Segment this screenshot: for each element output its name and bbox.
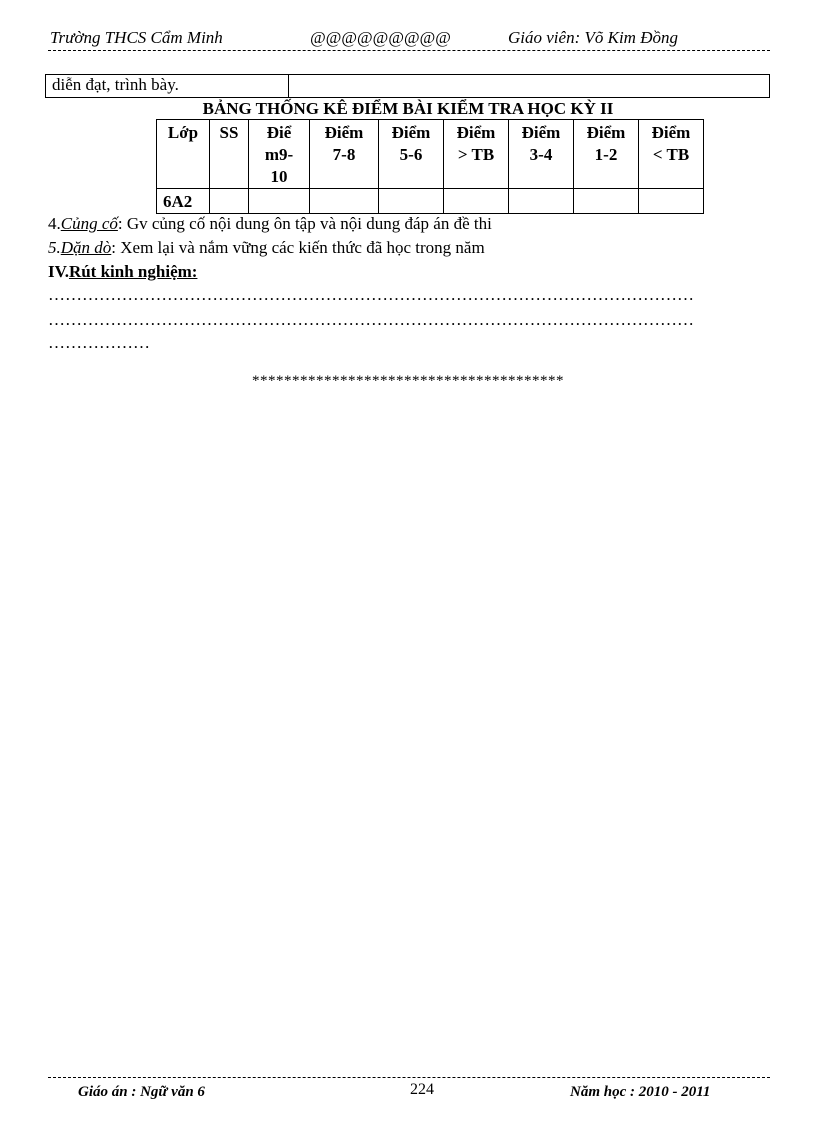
table-header-cell — [249, 120, 310, 189]
header-line: Điể — [266, 123, 292, 142]
table-header-row — [157, 120, 704, 189]
header-line: Điểm — [391, 123, 431, 142]
table-header-cell — [574, 120, 639, 189]
footer-divider — [48, 1077, 770, 1078]
dotted-line: ……………… — [48, 333, 150, 352]
table-cell — [509, 189, 574, 214]
section-number: IV. — [48, 262, 69, 281]
dotted-line: …………………………………………………………………………………………………… — [48, 310, 694, 329]
section-title: Rút kinh nghiệm: — [68, 262, 198, 281]
header-school: Trường THCS Cẩm Minh — [50, 28, 223, 47]
table-header-cell — [310, 120, 379, 189]
table-cell — [379, 189, 444, 214]
header-line: 7-8 — [332, 145, 356, 164]
criteria-cell: diễn đạt, trình bày. — [46, 75, 289, 98]
table-header-cell — [444, 120, 509, 189]
table-header-cell — [157, 120, 210, 189]
table-cell — [639, 189, 704, 214]
page-number: 224 — [410, 1081, 434, 1098]
header-line: Điểm — [586, 123, 626, 142]
item-number: 4. — [48, 214, 61, 233]
criteria-empty-cell — [289, 75, 770, 98]
header-line: 3-4 — [529, 145, 553, 164]
dotted-line: …………………………………………………………………………………………………… — [48, 285, 694, 304]
end-separator: *************************************** — [252, 373, 564, 389]
table-cell — [310, 189, 379, 214]
header-line: Điểm — [456, 123, 496, 142]
header-line: m9- — [264, 145, 294, 164]
item-label: Dặn dò — [60, 238, 112, 257]
table-header-cell — [509, 120, 574, 189]
header-divider — [48, 50, 770, 51]
table-cell — [210, 189, 249, 214]
table-header-cell — [210, 120, 249, 189]
table-cell — [444, 189, 509, 214]
item-text: : Gv củng cố nội dung ôn tập và nội dung đáp án đề thi — [117, 214, 492, 233]
table-row — [157, 189, 704, 214]
item-number: 5. — [48, 238, 61, 257]
header-line: > TB — [457, 145, 495, 164]
header-line: 5-6 — [399, 145, 423, 164]
class-cell: 6A2 — [157, 189, 210, 214]
header-line: Lớp — [167, 123, 199, 142]
header-line: 10 — [270, 167, 288, 186]
header-line: SS — [219, 123, 239, 142]
stats-title: BẢNG THỐNG KÊ ĐIỂM BÀI KIỂM TRA HỌC KỲ II — [202, 99, 614, 118]
header-line: 1-2 — [594, 145, 618, 164]
header-line: Điểm — [521, 123, 561, 142]
header-teacher: Giáo viên: Võ Kim Đồng — [508, 28, 678, 47]
table-header-cell — [639, 120, 704, 189]
header-line: Điểm — [324, 123, 364, 142]
header-line: Điểm — [651, 123, 691, 142]
table-cell — [574, 189, 639, 214]
footer-school-year: Năm học : 2010 - 2011 — [570, 1084, 711, 1100]
item-dan-do — [48, 238, 485, 258]
score-stats-table — [156, 119, 704, 214]
header-line: < TB — [652, 145, 690, 164]
table-header-cell — [379, 120, 444, 189]
item-cung-co — [48, 214, 492, 234]
item-label: Củng cố — [60, 214, 118, 233]
table-row — [46, 75, 770, 98]
criteria-table — [45, 74, 770, 98]
table-cell — [249, 189, 310, 214]
footer-subject: Giáo án : Ngữ văn 6 — [78, 1084, 205, 1100]
header-decoration: @@@@@@@@@ — [310, 28, 451, 47]
section-rut-kinh-nghiem — [48, 262, 197, 282]
item-text: : Xem lại và nắm vững các kiến thức đã học trong năm — [111, 238, 485, 257]
